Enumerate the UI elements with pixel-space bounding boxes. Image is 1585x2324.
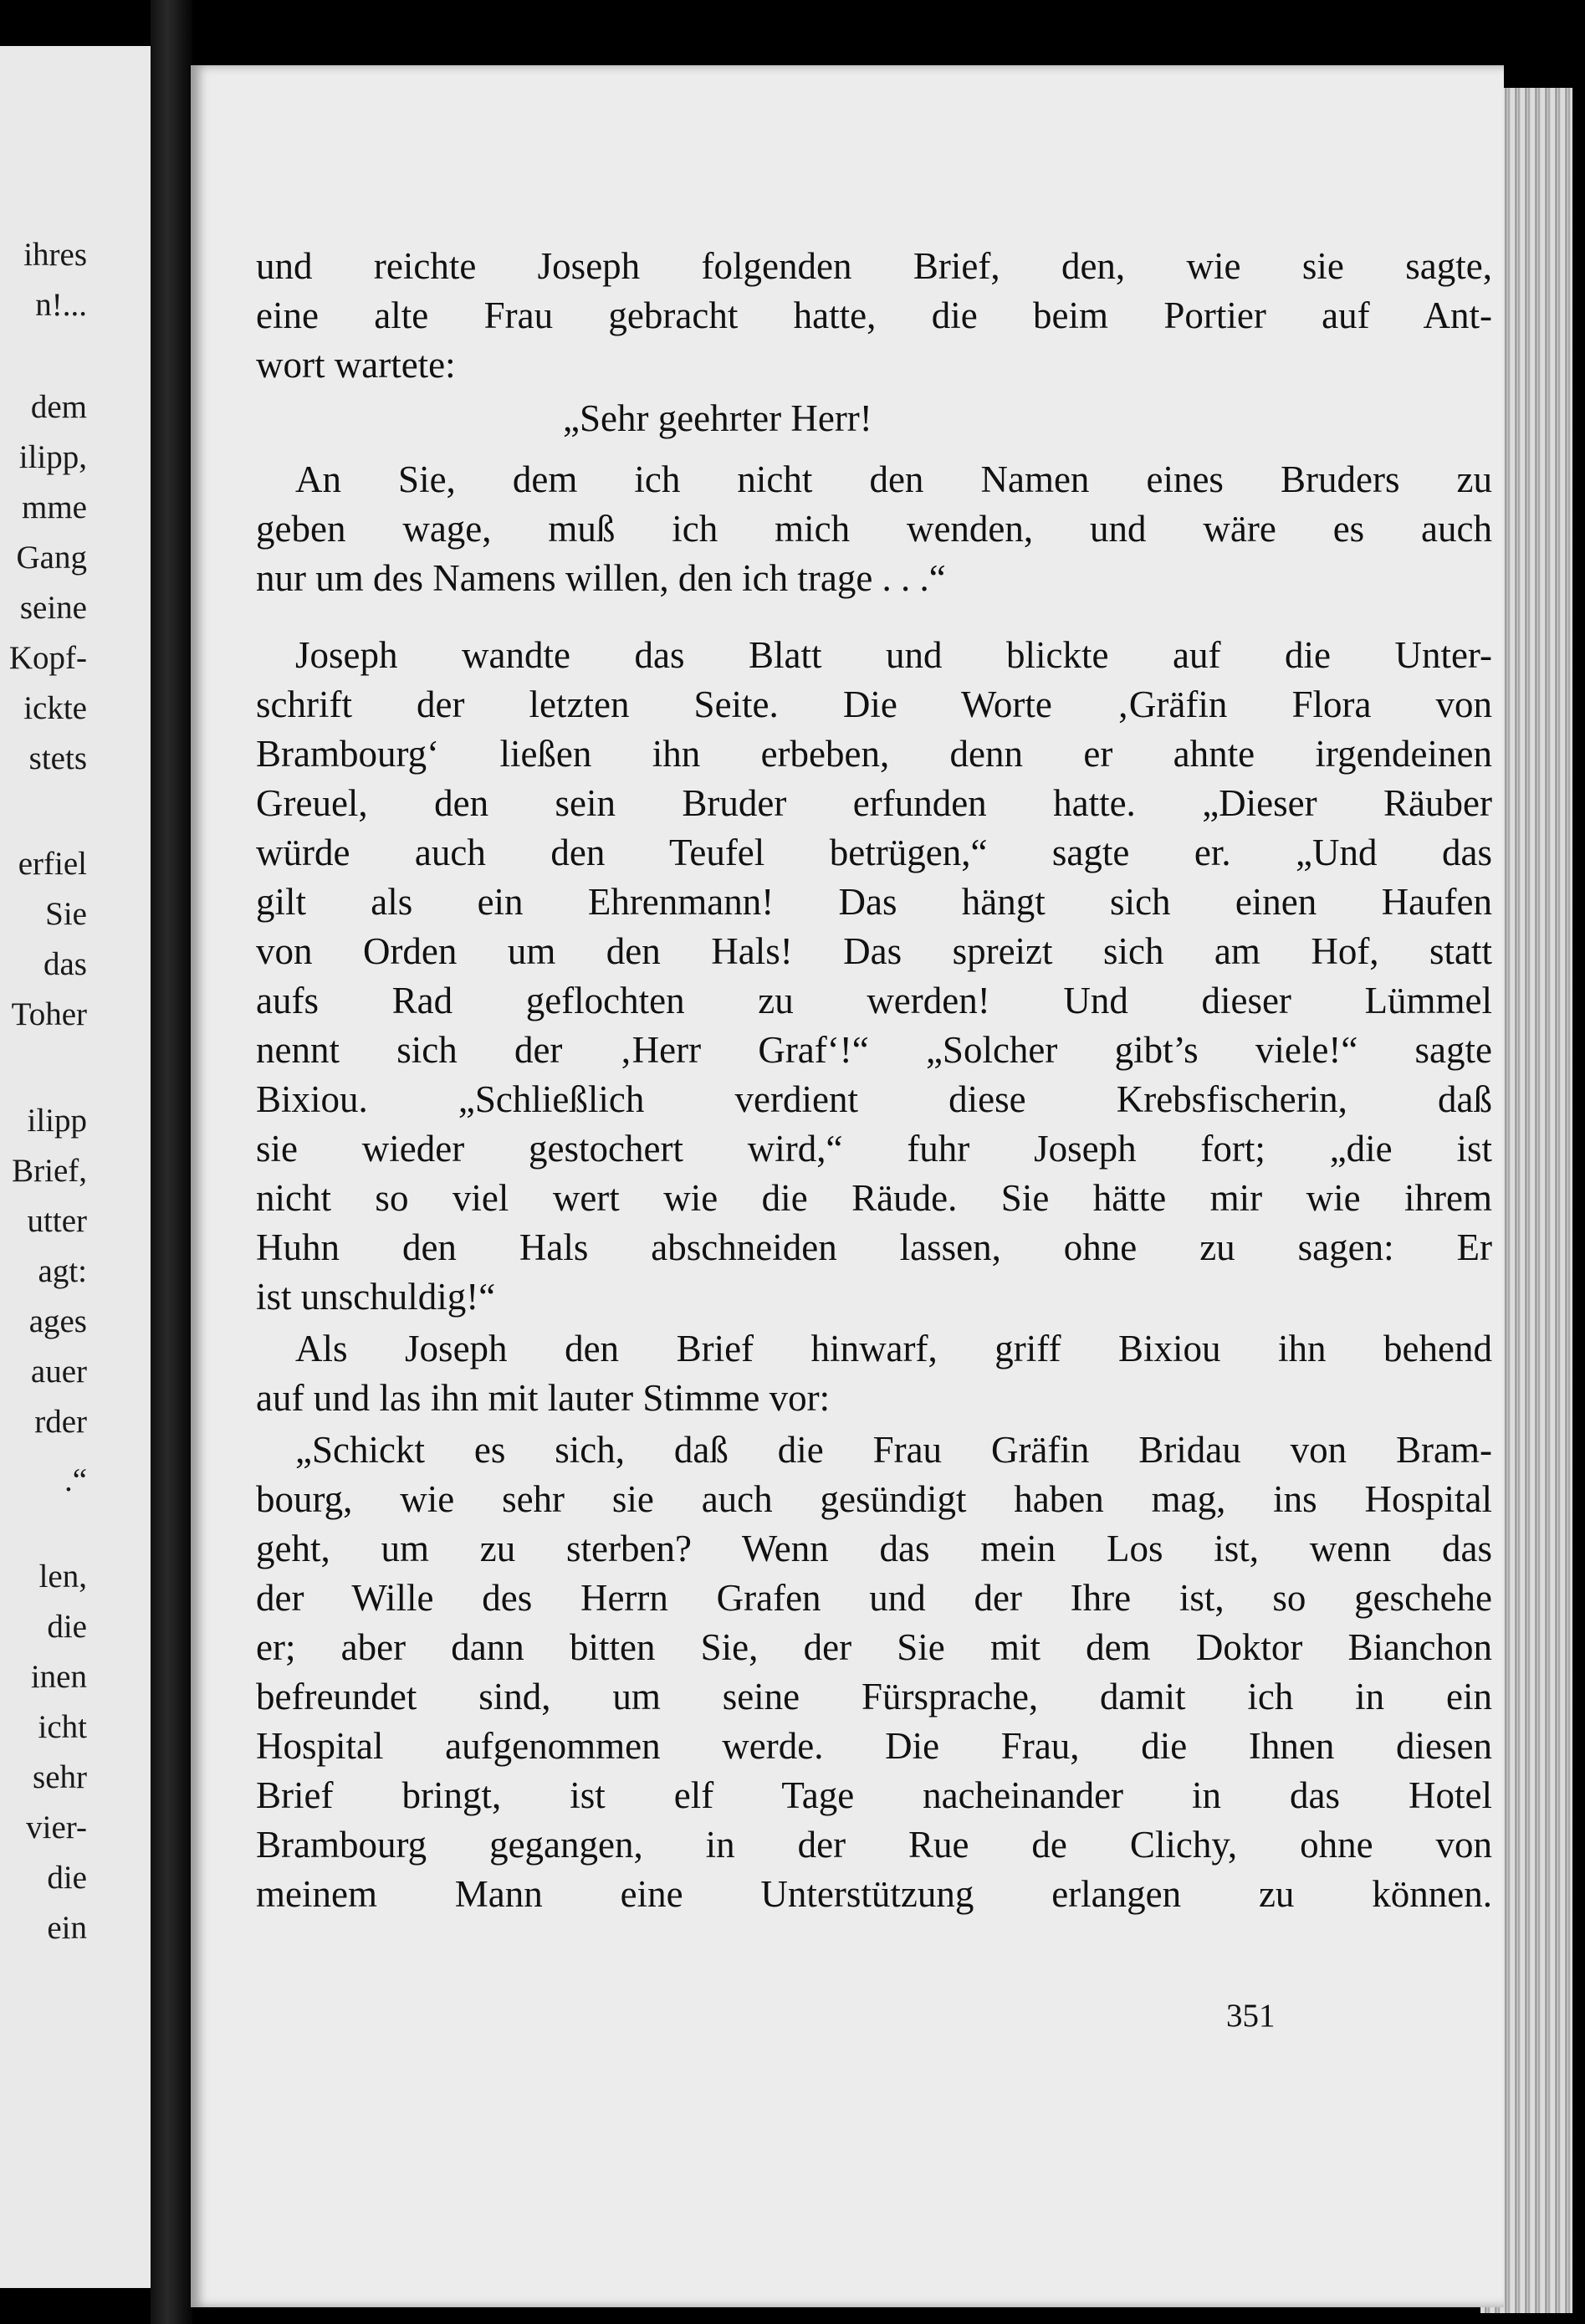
text-line: Joseph wandte das Blatt und blickte auf die Unter- [295, 634, 1492, 676]
text-line: aufs Rad geflochten zu werden! Und dieser Lümmel [256, 980, 1492, 1021]
left-page-fragment: inen [30, 1659, 87, 1695]
left-page-fragment: ickte [23, 690, 87, 726]
text-line: Huhn den Hals abschneiden lassen, ohne zu sagen: Er [256, 1226, 1492, 1268]
left-page-fragment: ilipp [27, 1103, 87, 1139]
left-page-fragment: ages [28, 1303, 87, 1339]
letter-salutation: „Sehr geehrter Herr! [563, 397, 872, 439]
left-page-fragment: Gang [16, 540, 87, 576]
left-page-fragment: erfiel [18, 846, 87, 882]
left-page-fragment: ihres [23, 237, 87, 273]
left-page-fragment: ilipp, [18, 439, 87, 475]
text-line: und reichte Joseph folgenden Brief, den, wie sie sagte, [256, 245, 1492, 287]
book-page [191, 65, 1504, 2307]
text-line: Brambourg‘ ließen ihn erbeben, denn er ahnte irgendeinen [256, 733, 1492, 775]
text-line: Hospital aufgenommen werde. Die Frau, die Ihnen diesen [256, 1725, 1492, 1767]
left-page-fragment: utter [27, 1203, 87, 1239]
left-page-fragment: Sie [45, 896, 87, 932]
text-line: schrift der letzten Seite. Die Worte ‚Gräfin Flora von [256, 683, 1492, 725]
text-line: meinem Mann eine Unterstützung erlangen zu können. [256, 1873, 1492, 1915]
left-page-fragment: agt: [38, 1253, 87, 1289]
page-number: 351 [1226, 1998, 1276, 2034]
text-line: Brambourg gegangen, in der Rue de Clichy, ohne von [256, 1824, 1492, 1866]
text-line: „Schickt es sich, daß die Frau Gräfin Bridau von Bram- [295, 1429, 1492, 1471]
left-page-fragment: icht [38, 1709, 87, 1745]
facing-page-left [0, 46, 151, 2288]
text-line: nicht so viel wert wie die Räude. Sie hätte mir wie ihrem [256, 1177, 1492, 1219]
left-page-fragment: stets [28, 740, 87, 776]
text-line: Als Joseph den Brief hinwarf, griff Bixiou ihn behend [295, 1328, 1492, 1369]
text-line: ist unschuldig!“ [256, 1276, 496, 1318]
text-line: geben wage, muß ich mich wenden, und wäre es auch [256, 508, 1492, 550]
left-page-fragment: das [43, 946, 87, 982]
left-page-fragment: ein [47, 1910, 87, 1946]
text-line: An Sie, dem ich nicht den Namen eines Bruders zu [295, 458, 1492, 500]
left-page-fragment: Toher [11, 996, 87, 1032]
left-page-fragment: Kopf- [8, 640, 87, 676]
left-page-fragment: die [47, 1860, 87, 1896]
text-line: er; aber dann bitten Sie, der Sie mit dem Doktor Bianchon [256, 1626, 1492, 1668]
text-line: befreundet sind, um seine Fürsprache, damit ich in ein [256, 1676, 1492, 1717]
text-line: gilt als ein Ehrenmann! Das hängt sich einen Haufen [256, 881, 1492, 923]
left-page-fragment: sehr [33, 1759, 87, 1795]
text-line: auf und las ihn mit lauter Stimme vor: [256, 1377, 831, 1419]
book-gutter [151, 0, 192, 2324]
text-line: von Orden um den Hals! Das spreizt sich am Hof, statt [256, 930, 1492, 972]
text-line: wort wartete: [256, 344, 456, 386]
left-page-fragment: .“ [64, 1462, 87, 1498]
text-line: Greuel, den sein Bruder erfunden hatte. „Dieser Räuber [256, 782, 1492, 824]
text-line: nur um des Namens willen, den ich trage . . .“ [256, 557, 946, 599]
text-line: bourg, wie sehr sie auch gesündigt haben mag, ins Hospital [256, 1478, 1492, 1520]
text-line: würde auch den Teufel betrügen,“ sagte er. „Und das [256, 832, 1492, 873]
text-line: Brief bringt, ist elf Tage nacheinander in das Hotel [256, 1774, 1492, 1816]
left-page-fragment: vier- [26, 1810, 87, 1845]
left-page-fragment: seine [19, 590, 87, 626]
left-page-fragment: rder [34, 1404, 87, 1440]
text-line: sie wieder gestochert wird,“ fuhr Joseph fort; „die ist [256, 1128, 1492, 1170]
left-page-fragment: dem [30, 389, 87, 425]
text-line: Bixiou. „Schließlich verdient diese Krebsfischerin, daß [256, 1078, 1492, 1120]
left-page-fragment: auer [30, 1354, 87, 1390]
left-page-fragment: n!... [35, 287, 87, 323]
left-page-fragment: Brief, [12, 1153, 87, 1189]
text-line: nennt sich der ‚Herr Graf‘!“ „Solcher gibt’s viele!“ sagte [256, 1029, 1492, 1071]
text-line: eine alte Frau gebracht hatte, die beim Portier auf Ant- [256, 294, 1492, 336]
left-page-fragment: mme [22, 489, 87, 525]
left-page-fragment: len, [38, 1559, 87, 1595]
text-line: der Wille des Herrn Grafen und der Ihre ist, so geschehe [256, 1577, 1492, 1619]
left-page-fragment: die [47, 1609, 87, 1645]
text-line: geht, um zu sterben? Wenn das mein Los ist, wenn das [256, 1528, 1492, 1569]
